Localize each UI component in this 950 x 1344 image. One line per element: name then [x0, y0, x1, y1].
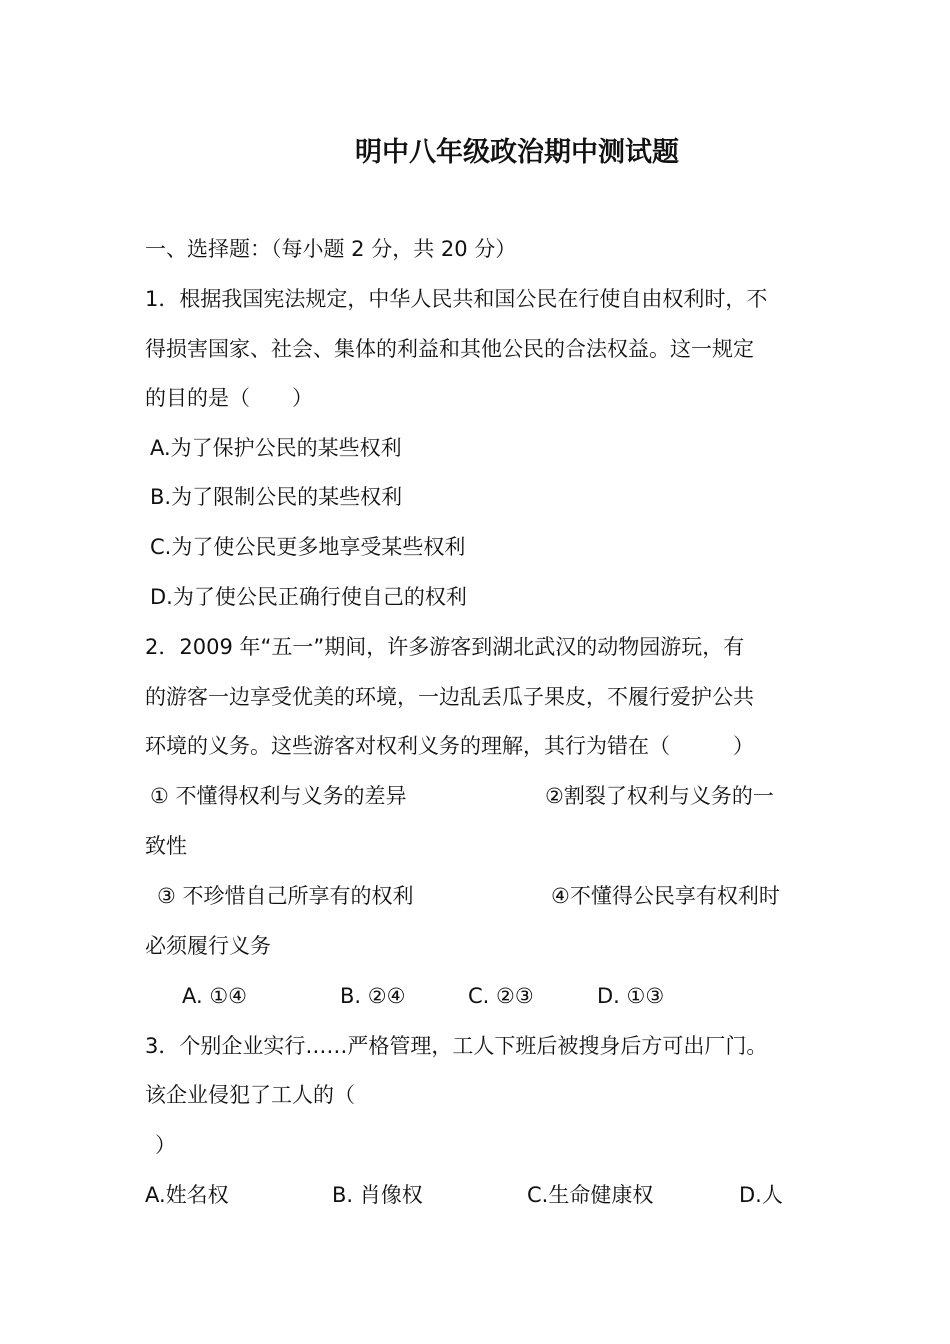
q3-stem-line-1: 3．个别企业实行……严格管理，工人下班后被搜身后方可出厂门。 [145, 1034, 768, 1058]
q2-statement-4-cont: 必须履行义务 [145, 934, 271, 958]
q3-choice-b: B. 肖像权 [332, 1183, 423, 1207]
q1-option-d: D.为了使公民正确行使自己的权利 [150, 585, 467, 609]
q3-stem-line-3: ） [155, 1133, 176, 1157]
q2-statement-2: ②割裂了权利与义务的一 [545, 784, 774, 808]
q2-statement-1: ① 不懂得权利与义务的差异 [150, 784, 407, 808]
q3-choice-c: C.生命健康权 [527, 1183, 654, 1207]
q1-option-b: B.为了限制公民的某些权利 [150, 485, 403, 509]
q3-choice-d: D.人 [739, 1183, 783, 1207]
q3-stem-line-2: 该企业侵犯了工人的（ [145, 1083, 355, 1107]
q2-stem-line-2: 的游客一边享受优美的环境，一边乱丢瓜子果皮，不履行爱护公共 [145, 685, 754, 709]
q1-stem-line-3: 的目的是（ ） [145, 386, 313, 410]
q2-choice-c: C. ②③ [468, 984, 534, 1008]
q2-choice-a: A. ①④ [182, 984, 247, 1008]
q2-statement-3: ③ 不珍惜自己所享有的权利 [157, 884, 414, 908]
q2-choice-d: D. ①③ [597, 984, 665, 1008]
q2-statement-2-cont: 致性 [145, 834, 187, 858]
q3-choice-a: A.姓名权 [145, 1183, 229, 1207]
q1-option-c: C.为了使公民更多地享受某些权利 [150, 535, 466, 559]
q2-choice-b: B. ②④ [340, 984, 406, 1008]
q1-stem-line-2: 得损害国家、社会、集体的利益和其他公民的合法权益。这一规定 [145, 337, 754, 361]
q2-statement-4: ④不懂得公民享有权利时 [551, 884, 780, 908]
q1-stem-line-1: 1．根据我国宪法规定，中华人民共和国公民在行使自由权利时，不 [145, 287, 768, 311]
q1-option-a: A.为了保护公民的某些权利 [150, 436, 402, 460]
page-title: 明中八年级政治期中测试题 [355, 137, 679, 168]
section-heading: 一、选择题：（每小题 2 分，共 20 分） [145, 237, 517, 261]
q2-stem-line-1: 2．2009 年“五一”期间，许多游客到湖北武汉的动物园游玩，有 [145, 635, 745, 659]
q2-stem-line-3: 环境的义务。这些游客对权利义务的理解，其行为错在（ ） [145, 734, 754, 758]
